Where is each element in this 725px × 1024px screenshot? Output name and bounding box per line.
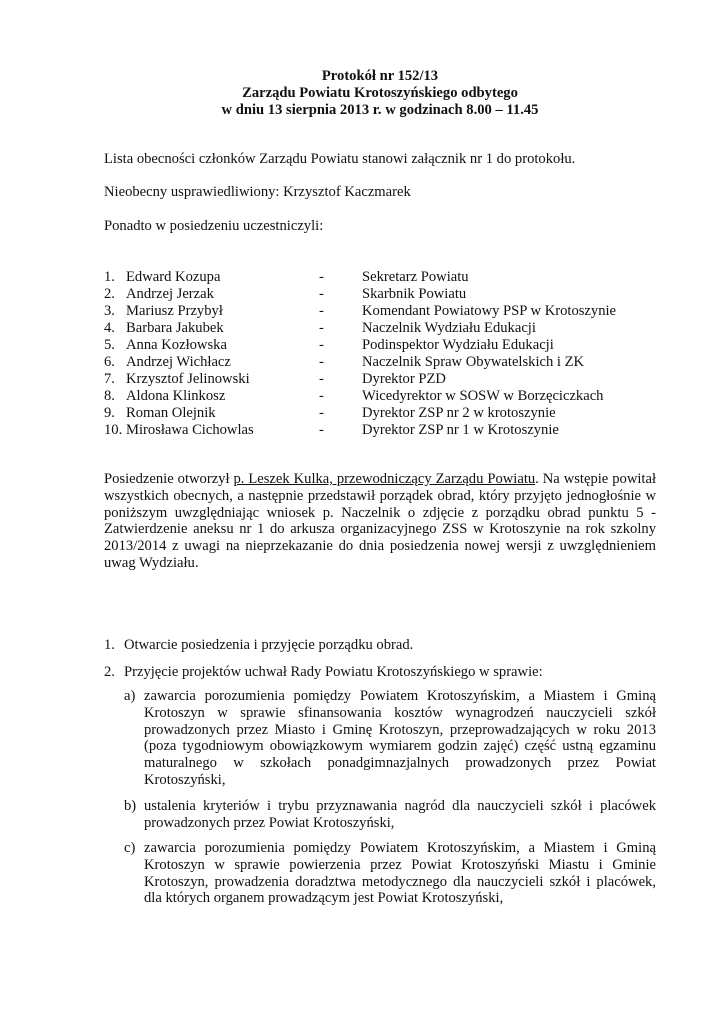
attendee-number: 6. xyxy=(104,354,115,370)
attendee-number: 4. xyxy=(104,320,115,336)
attendee-row xyxy=(104,422,664,439)
title-line-2: Zarządu Powiatu Krotoszyńskiego odbytego xyxy=(242,85,518,101)
attendee-row xyxy=(104,354,664,371)
attendee-role: Dyrektor ZSP nr 1 w Krotoszynie xyxy=(362,422,559,438)
attendee-role: Skarbnik Powiatu xyxy=(362,286,467,302)
attendee-name: Barbara Jakubek xyxy=(126,320,224,336)
attendee-dash: - xyxy=(319,337,324,353)
attendee-role: Podinspektor Wydziału Edukacji xyxy=(362,337,554,353)
attendee-role: Naczelnik Spraw Obywatelskich i ZK xyxy=(362,354,585,370)
attendee-number: 7. xyxy=(104,371,115,387)
attendee-row xyxy=(104,320,664,337)
subitem-text: ustalenia kryteriów i trybu przyznawania nagród dla nauczycieli szkół i placówek prowadzonych przez Powiat Krotoszyński, xyxy=(144,798,656,831)
attendee-row xyxy=(104,388,664,405)
attendee-role: Wicedyrektor w SOSW w Borzęciczkach xyxy=(362,388,604,404)
attendee-number: 10. xyxy=(104,422,123,438)
attendee-dash: - xyxy=(319,354,324,370)
attendee-name: Andrzej Jerzak xyxy=(126,286,214,302)
attendee-role: Sekretarz Powiatu xyxy=(362,269,469,285)
subitem-label: a) xyxy=(124,688,136,704)
opening-rest: . Na wstępie powitał wszystkich obecnych, a następnie przedstawił porządek obrad, który przyjęto jednogłośnie w poniższym uwzględniając wniosek p. Naczelnik o zdjęcie z porządku obrad punktu 5 - Zatwierdzenie aneksu nr 1 do arkusza organizacyjnego ZSS w Krotoszynie na rok szkolny 2013/2014 z uwagi na nieprzekazanie do dnia posiedzenia nowej wersji z uwzględnieniem uwag Wydziału. xyxy=(104,471,656,571)
attendee-number: 2. xyxy=(104,286,115,302)
attendee-name: Mirosława Cichowlas xyxy=(126,422,254,438)
opening-paragraph xyxy=(104,471,656,572)
attendee-row xyxy=(104,337,664,354)
agenda-subitem xyxy=(124,798,656,832)
attendee-row xyxy=(104,405,664,422)
attendee-role: Komendant Powiatowy PSP w Krotoszynie xyxy=(362,303,617,319)
attendee-name: Anna Kozłowska xyxy=(126,337,227,353)
attendee-number: 9. xyxy=(104,405,115,421)
attendee-name: Andrzej Wichłacz xyxy=(126,354,231,370)
agenda-text: Przyjęcie projektów uchwał Rady Powiatu Krotoszyńskiego w sprawie: xyxy=(124,664,543,680)
attendee-name: Edward Kozupa xyxy=(126,269,221,285)
attendee-dash: - xyxy=(319,286,324,302)
attendee-name: Mariusz Przybył xyxy=(126,303,223,319)
attendee-dash: - xyxy=(319,371,324,387)
agenda-subitem xyxy=(124,840,656,907)
attendee-dash: - xyxy=(319,388,324,404)
absent-note: Nieobecny usprawiedliwiony: Krzysztof Kaczmarek xyxy=(104,184,411,200)
agenda-text: Otwarcie posiedzenia i przyjęcie porządku obrad. xyxy=(124,637,414,653)
opening-prefix: Posiedzenie otworzył xyxy=(104,471,234,487)
attendee-number: 1. xyxy=(104,269,115,285)
attendee-number: 3. xyxy=(104,303,115,319)
attendee-name: Roman Olejnik xyxy=(126,405,216,421)
subitem-label: c) xyxy=(124,840,136,856)
attendee-name: Aldona Klinkosz xyxy=(126,388,226,404)
title-line-3: w dniu 13 sierpnia 2013 r. w godzinach 8.00 – 11.45 xyxy=(221,102,539,118)
attendee-dash: - xyxy=(319,422,324,438)
document-title xyxy=(104,68,656,119)
attendee-dash: - xyxy=(319,269,324,285)
attendee-dash: - xyxy=(319,320,324,336)
agenda-number: 1. xyxy=(104,637,115,653)
attendee-dash: - xyxy=(319,303,324,319)
attendee-role: Dyrektor ZSP nr 2 w krotoszynie xyxy=(362,405,556,421)
attendee-role: Naczelnik Wydziału Edukacji xyxy=(362,320,536,336)
also-present-label: Ponadto w posiedzeniu uczestniczyli: xyxy=(104,218,324,234)
attendee-row xyxy=(104,286,664,303)
agenda-number: 2. xyxy=(104,664,115,680)
attendee-number: 5. xyxy=(104,337,115,353)
attendee-row xyxy=(104,303,664,320)
chairman-name: p. Leszek Kulka, przewodniczący Zarządu Powiatu xyxy=(233,471,536,487)
title-line-1: Protokół nr 152/13 xyxy=(321,68,439,84)
attendee-row xyxy=(104,269,664,286)
attendee-row xyxy=(104,371,664,388)
subitem-text: zawarcia porozumienia pomiędzy Powiatem Krotoszyńskim, a Miastem i Gminą Krotoszyn w sprawie powierzenia przez Powiat Krotoszyński Miastu i Gminie Krotoszyn, prowadzenia doradztwa metodycznego dla nauczycieli szkół i placówek, dla których organem prowadzącym jest Powiat Krotoszyński, xyxy=(144,840,656,907)
attendee-name: Krzysztof Jelinowski xyxy=(126,371,250,387)
attendee-number: 8. xyxy=(104,388,115,404)
subitem-text: zawarcia porozumienia pomiędzy Powiatem Krotoszyńskim, a Miastem i Gminą Krotoszyn w sprawie sfinansowania kosztów wynagrodzeń nauczycieli szkół prowadzonych przez Miasto i Gminę Krotoszyn, przeprowadzających w roku 2013 (poza tygodniowym obowiązkowym wymiarem godzin zajęć) część ustną egzaminu maturalnego w szkołach ponadgimnazjalnych prowadzonych przez Powiat Krotoszyński, xyxy=(144,688,656,788)
attendance-note: Lista obecności członków Zarządu Powiatu stanowi załącznik nr 1 do protokołu. xyxy=(104,151,576,167)
subitem-label: b) xyxy=(124,798,137,814)
attendee-role: Dyrektor PZD xyxy=(362,371,446,387)
agenda-subitem xyxy=(124,688,656,789)
attendee-dash: - xyxy=(319,405,324,421)
